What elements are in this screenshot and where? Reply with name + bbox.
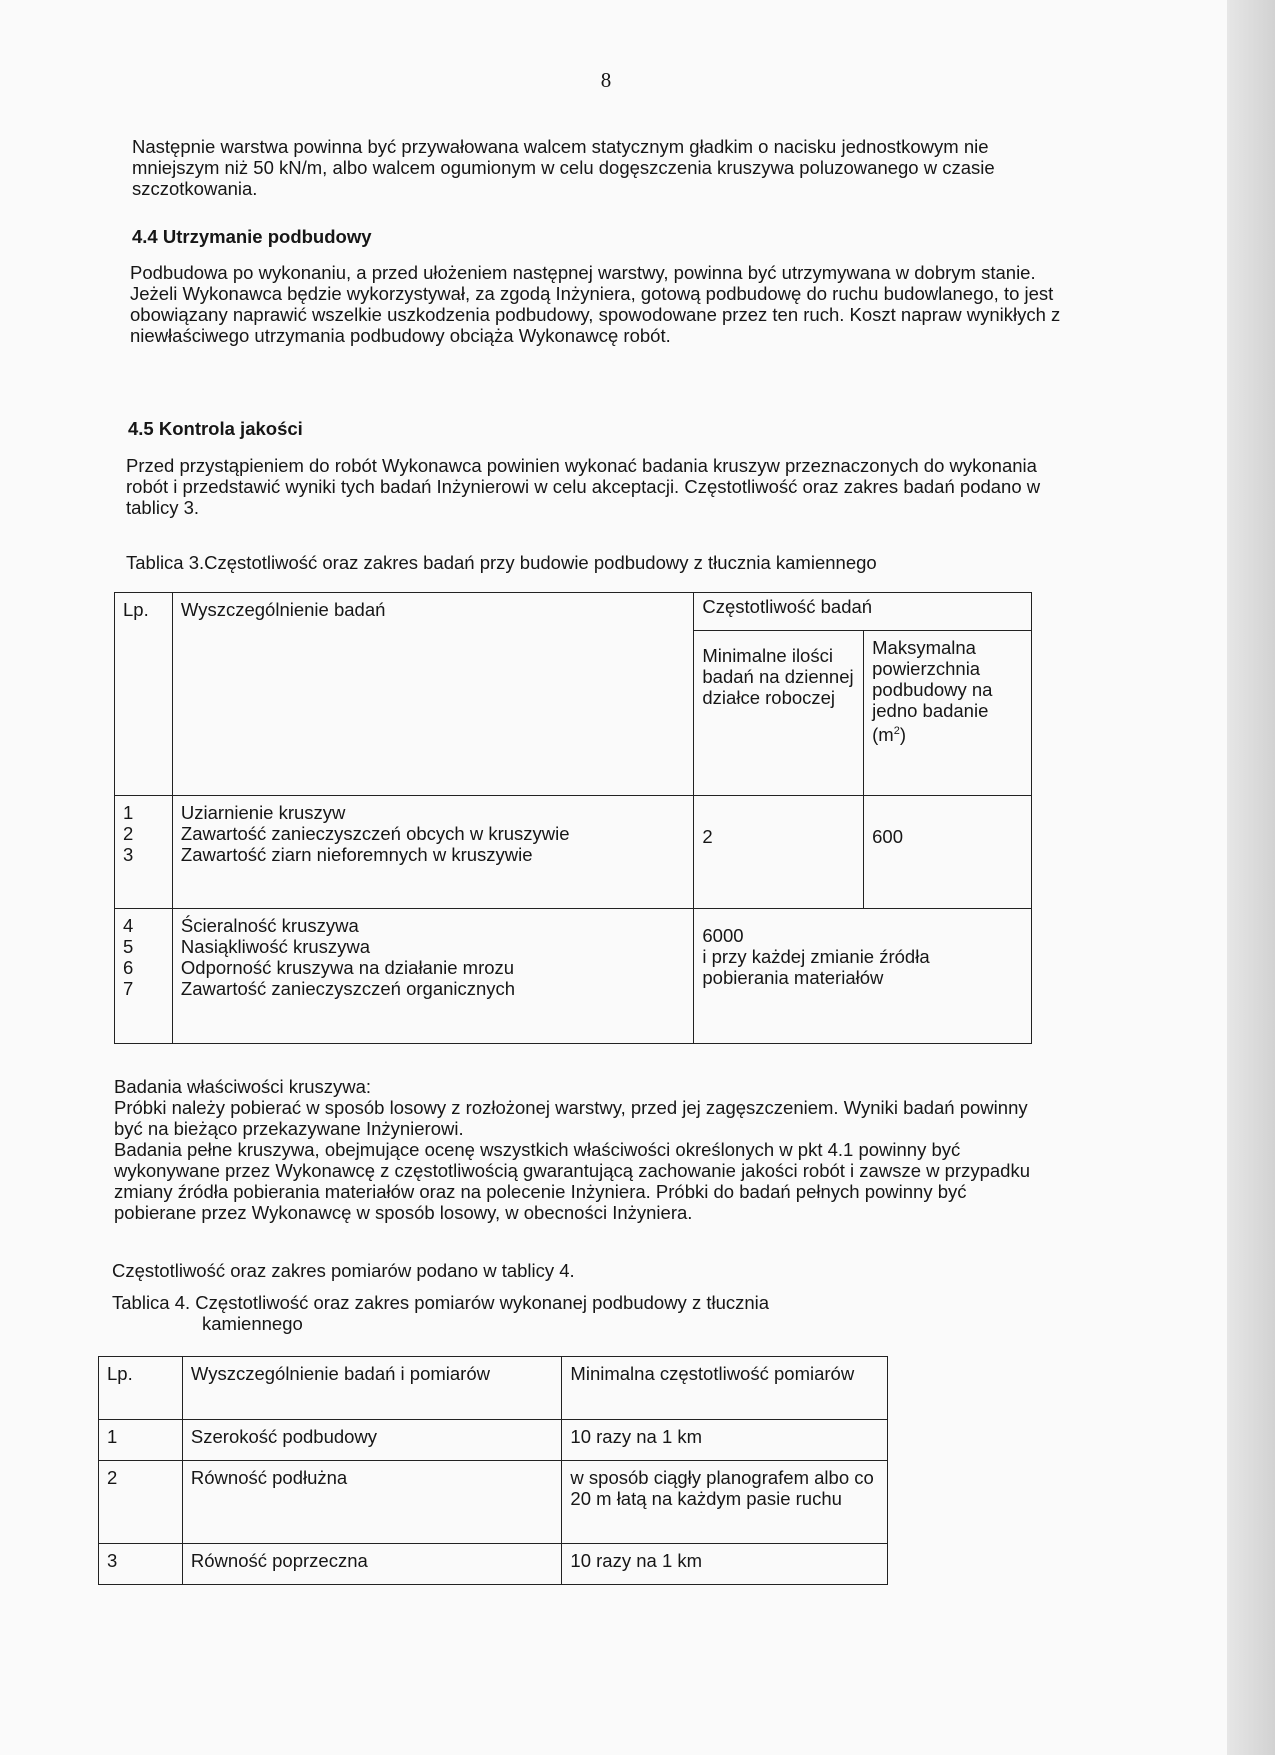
- table-4-row-1-freq: 10 razy na 1 km: [562, 1420, 888, 1461]
- table-4-header-freq: Minimalna częstotliwość pomiarów: [562, 1357, 888, 1420]
- page-number: 8: [600, 68, 612, 92]
- badania-paragraph-2: Badania pełne kruszywa, obejmujące ocenę wszystkich właściwości określonych w pkt 4.1 powinny być wykonywane przez Wykonawcę z częstotliwością gwarantującą zachowanie jakości robót i zawsze w przypadku zmiany źródła pobierania materiałów oraz na polecenie Inżyniera. Próbki do badań pełnych powinny być pobierane przez Wykonawcę w sposób losowy, w obecności Inżyniera.: [114, 1139, 1030, 1223]
- section-4-4-heading: 4.4 Utrzymanie podbudowy: [132, 226, 372, 247]
- table-3: [114, 592, 1032, 1044]
- table-4-row-3-lp: 3: [99, 1544, 183, 1585]
- table-3-group-2-value: 6000 i przy każdej zmianie źródła pobierania materiałów: [694, 909, 1032, 1044]
- section-4-4-text: Podbudowa po wykonaniu, a przed ułożeniem następnej warstwy, powinna być utrzymywana w dobrym stanie. Jeżeli Wykonawca będzie wykorzystywał, za zgodą Inżyniera, gotową podbudowę do ruchu budowlanego, to jest obowiązany naprawić wszelkie uszkodzenia podbudowy, spowodowane przez ten ruch. Koszt napraw wynikłych z niewłaściwego utrzymania podbudowy obciąża Wykonawcę robót.: [130, 262, 1061, 346]
- table-3-header-min: Minimalne ilości badań na dziennej działce roboczej: [694, 631, 864, 796]
- intro-paragraph: Następnie warstwa powinna być przywałowana walcem statycznym gładkim o nacisku jednostkowym nie mniejszym niż 50 kN/m, albo walcem ogumionym w celu dogęszczenia kruszywa poluzowanego w czasie szczotkowania.: [132, 136, 995, 199]
- table-4-caption-line-2: kamiennego: [202, 1313, 303, 1334]
- table-3-group-1-items: Uziarnienie kruszyw Zawartość zanieczyszczeń obcych w kruszywie Zawartość ziarn nieforemnych w kruszywie: [172, 796, 693, 909]
- table-4-caption-line-1: Tablica 4. Częstotliwość oraz zakres pomiarów wykonanej podbudowy z tłucznia: [112, 1292, 770, 1313]
- table-4-row-1-name: Szerokość podbudowy: [182, 1420, 562, 1461]
- table-3-group-1-max: 600: [864, 796, 1032, 909]
- table-3-caption: Tablica 3.Częstotliwość oraz zakres badań przy budowie podbudowy z tłucznia kamiennego: [126, 552, 877, 573]
- table-3-group-1-min: 2: [694, 796, 864, 909]
- scan-edge-shadow: [1227, 0, 1275, 1755]
- table-4-intro: Częstotliwość oraz zakres pomiarów podano w tablicy 4.: [112, 1260, 575, 1281]
- table-4-header-name: Wyszczególnienie badań i pomiarów: [182, 1357, 562, 1420]
- table-4-row-2-freq: w sposób ciągły planografem albo co 20 m łatą na każdym pasie ruchu: [562, 1461, 888, 1544]
- table-4-row-2-name: Równość podłużna: [182, 1461, 562, 1544]
- table-3-group-2-numbers: 4 5 6 7: [115, 909, 173, 1044]
- section-4-5-heading: 4.5 Kontrola jakości: [128, 418, 303, 439]
- table-3-group-1-numbers: 1 2 3: [115, 796, 173, 909]
- badania-paragraph-1: Próbki należy pobierać w sposób losowy z rozłożonej warstwy, przed jej zagęszczeniem. Wyniki badań powinny być na bieżąco przekazywane Inżynierowi.: [114, 1097, 1028, 1139]
- table-4-row-3-freq: 10 razy na 1 km: [562, 1544, 888, 1585]
- table-4: [98, 1356, 888, 1585]
- table-3-header-max: Maksymalna powierzchnia podbudowy na jedno badanie $(m^2)$: [864, 631, 1032, 796]
- badania-title: Badania właściwości kruszywa:: [114, 1076, 372, 1097]
- section-4-5-text: Przed przystąpieniem do robót Wykonawca powinien wykonać badania kruszyw przeznaczonych do wykonania robót i przedstawić wyniki tych badań Inżynierowi w celu akceptacji. Częstotliwość oraz zakres badań podano w tablicy 3.: [126, 455, 1041, 518]
- table-3-group-2-items: Ścieralność kruszywa Nasiąkliwość kruszywa Odporność kruszywa na działanie mrozu Zawartość zanieczyszczeń organicznych: [172, 909, 693, 1044]
- table-4-row-3-name: Równość poprzeczna: [182, 1544, 562, 1585]
- table-4-caption: [112, 1292, 1012, 1334]
- badania-block: [114, 1076, 1034, 1223]
- table-3-header-lp: Lp.: [115, 593, 173, 796]
- table-3-header-group: Częstotliwość badań: [694, 593, 1032, 631]
- table-4-row-2-lp: 2: [99, 1461, 183, 1544]
- table-3-header-name: Wyszczególnienie badań: [172, 593, 693, 796]
- table-4-header-lp: Lp.: [99, 1357, 183, 1420]
- table-4-row-1-lp: 1: [99, 1420, 183, 1461]
